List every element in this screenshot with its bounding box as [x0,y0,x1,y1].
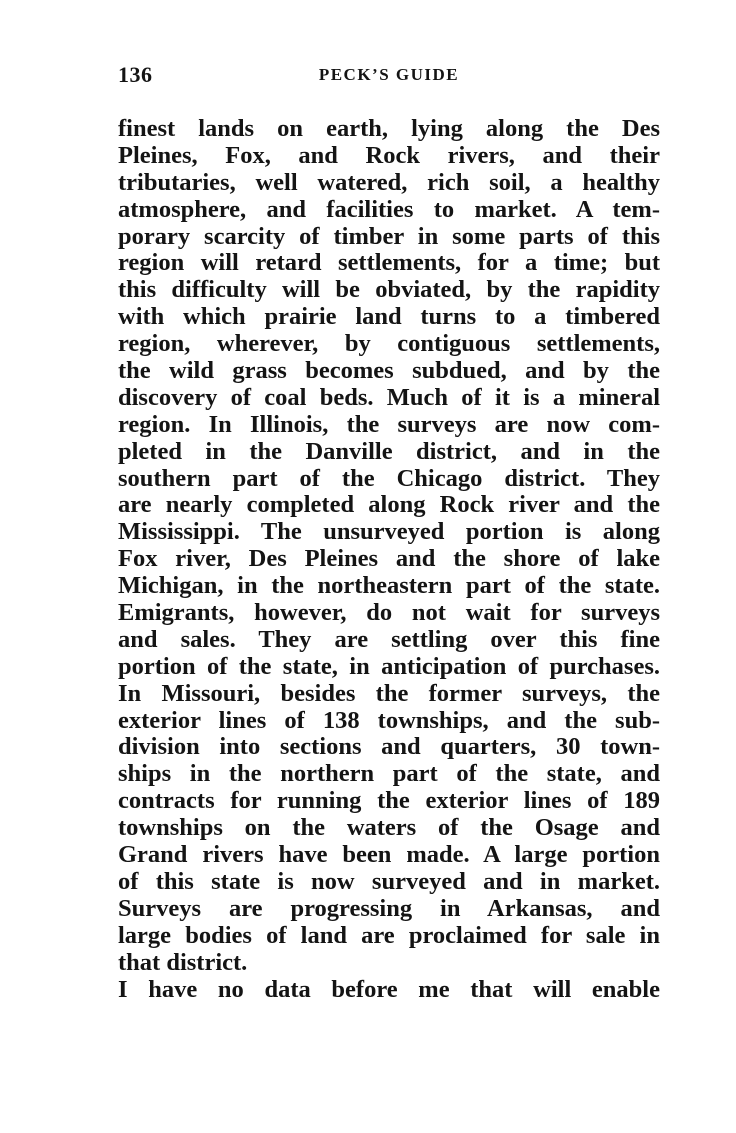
text-line: the wild grass becomes subdued, and by the [118,358,660,385]
text-line: southern part of the Chicago district. They [118,465,660,492]
text-line: townships on the waters of the Osage and [118,815,660,842]
paragraph-start-line: I have no data before me that will enable [118,976,660,1003]
text-line: atmosphere, and facilities to market. A tem- [118,196,660,223]
page-number: 136 [118,62,153,87]
text-line: region will retard settlements, for a time; but [118,250,660,277]
text-line: region, wherever, by contiguous settlements, [118,331,660,358]
text-line: Surveys are progressing in Arkansas, and [118,895,660,922]
text-line: Grand rivers have been made. A large portion [118,842,660,869]
text-line: Michigan, in the northeastern part of the state. [118,573,660,600]
body-text [118,116,660,1003]
text-line: region. In Illinois, the surveys are now com- [118,411,660,438]
text-line: Fox river, Des Pleines and the shore of lake [118,546,660,573]
text-line: pleted in the Danville district, and in the [118,438,660,465]
text-line: ships in the northern part of the state, and [118,761,660,788]
text-line: this difficulty will be obviated, by the rapidity [118,277,660,304]
text-line: portion of the state, in anticipation of purchases. [118,653,660,680]
running-head: PECK’S GUIDE [318,65,460,84]
text-line: are nearly completed along Rock river and the [118,492,660,519]
text-line: division into sections and quarters, 30 town- [118,734,660,761]
text-line: Emigrants, however, do not wait for surveys [118,600,660,627]
paragraph-end-line: that district. [118,949,248,976]
text-line: with which prairie land turns to a timbered [118,304,660,331]
text-line: of this state is now surveyed and in market. [118,868,660,895]
page-header [118,62,660,92]
text-line: contracts for running the exterior lines of 189 [118,788,660,815]
text-line: Pleines, Fox, and Rock rivers, and their [118,142,660,169]
text-line: finest lands on earth, lying along the Des [118,116,660,142]
text-line: Mississippi. The unsurveyed portion is along [118,519,660,546]
text-line: discovery of coal beds. Much of it is a mineral [118,384,660,411]
text-line: porary scarcity of timber in some parts of this [118,223,660,250]
text-line: exterior lines of 138 townships, and the sub- [118,707,660,734]
text-line: tributaries, well watered, rich soil, a healthy [118,169,660,196]
text-line: and sales. They are settling over this fine [118,626,660,653]
text-line: large bodies of land are proclaimed for sale in [118,922,660,949]
text-line: In Missouri, besides the former surveys, the [118,680,660,707]
